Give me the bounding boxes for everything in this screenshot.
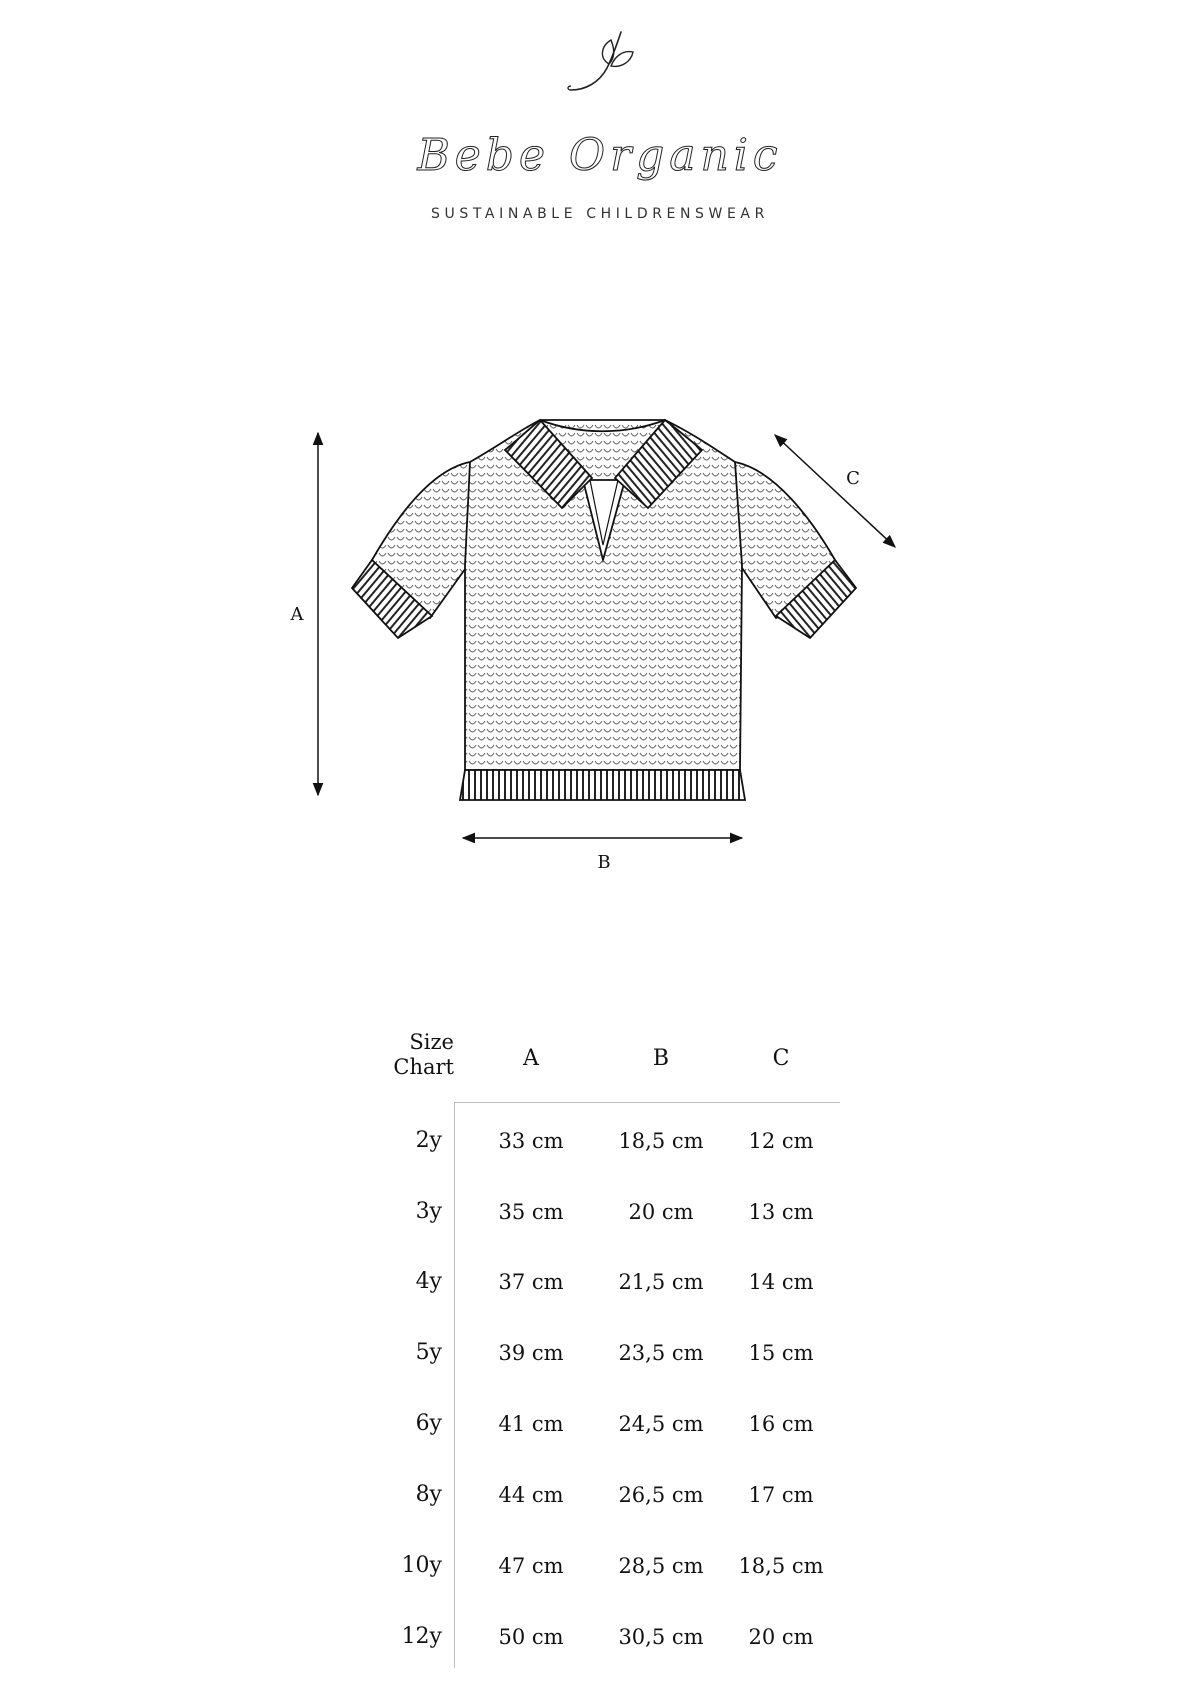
column-header-b: B xyxy=(652,1046,670,1071)
size-chart-header-line1: Size xyxy=(409,1030,454,1054)
measure-c-cell: 13 cm xyxy=(748,1200,814,1224)
table-row xyxy=(350,1546,840,1586)
measure-c-cell: 20 cm xyxy=(748,1625,814,1649)
table-row xyxy=(350,1192,840,1232)
column-header-a: A xyxy=(523,1046,539,1071)
table-row xyxy=(350,1333,840,1373)
measure-c-cell: 18,5 cm xyxy=(738,1554,824,1578)
measure-b-cell: 20 cm xyxy=(628,1200,694,1224)
table-header-divider xyxy=(454,1102,840,1103)
measure-c-cell: 12 cm xyxy=(748,1129,814,1153)
measure-c-cell: 16 cm xyxy=(748,1412,814,1436)
size-cell: 10y xyxy=(401,1553,442,1578)
size-cell: 6y xyxy=(415,1411,442,1436)
size-chart-header-line2: Chart xyxy=(393,1055,454,1079)
table-row xyxy=(350,1475,840,1515)
dimension-c-label: C xyxy=(846,468,860,489)
size-cell: 5y xyxy=(415,1340,442,1365)
size-cell: 12y xyxy=(401,1624,442,1649)
measure-a-cell: 37 cm xyxy=(498,1270,564,1294)
measure-b-cell: 26,5 cm xyxy=(618,1483,704,1507)
measure-a-cell: 39 cm xyxy=(498,1341,564,1365)
measure-b-cell: 30,5 cm xyxy=(618,1625,704,1649)
brand-tagline: SUSTAINABLE CHILDRENSWEAR xyxy=(431,206,769,222)
measure-c-cell: 14 cm xyxy=(748,1270,814,1294)
table-row xyxy=(350,1262,840,1302)
measure-b-cell: 23,5 cm xyxy=(618,1341,704,1365)
dimension-a-label: A xyxy=(290,604,304,625)
measure-a-cell: 35 cm xyxy=(498,1200,564,1224)
measure-b-cell: 28,5 cm xyxy=(618,1554,704,1578)
column-header-c: C xyxy=(772,1046,790,1071)
measure-c-cell: 17 cm xyxy=(748,1483,814,1507)
measure-a-cell: 44 cm xyxy=(498,1483,564,1507)
table-row xyxy=(350,1404,840,1444)
svg-text:Bebe Organic: Bebe Organic xyxy=(417,130,783,181)
size-chart-table xyxy=(350,1030,840,1670)
size-cell: 8y xyxy=(415,1482,442,1507)
size-cell: 2y xyxy=(415,1128,442,1153)
measure-c-cell: 15 cm xyxy=(748,1341,814,1365)
garment-body xyxy=(465,420,742,770)
measure-b-cell: 24,5 cm xyxy=(618,1412,704,1436)
measure-a-cell: 50 cm xyxy=(498,1625,564,1649)
measure-b-cell: 18,5 cm xyxy=(618,1129,704,1153)
measure-a-cell: 47 cm xyxy=(498,1554,564,1578)
measure-b-cell: 21,5 cm xyxy=(618,1270,704,1294)
dimension-b-label: B xyxy=(597,852,611,873)
size-chart-header xyxy=(350,1030,454,1080)
garment-hem xyxy=(460,770,745,800)
measure-a-cell: 41 cm xyxy=(498,1412,564,1436)
measure-a-cell: 33 cm xyxy=(498,1129,564,1153)
table-row xyxy=(350,1121,840,1161)
table-row xyxy=(350,1617,840,1657)
size-cell: 4y xyxy=(415,1269,442,1294)
size-cell: 3y xyxy=(415,1199,442,1224)
